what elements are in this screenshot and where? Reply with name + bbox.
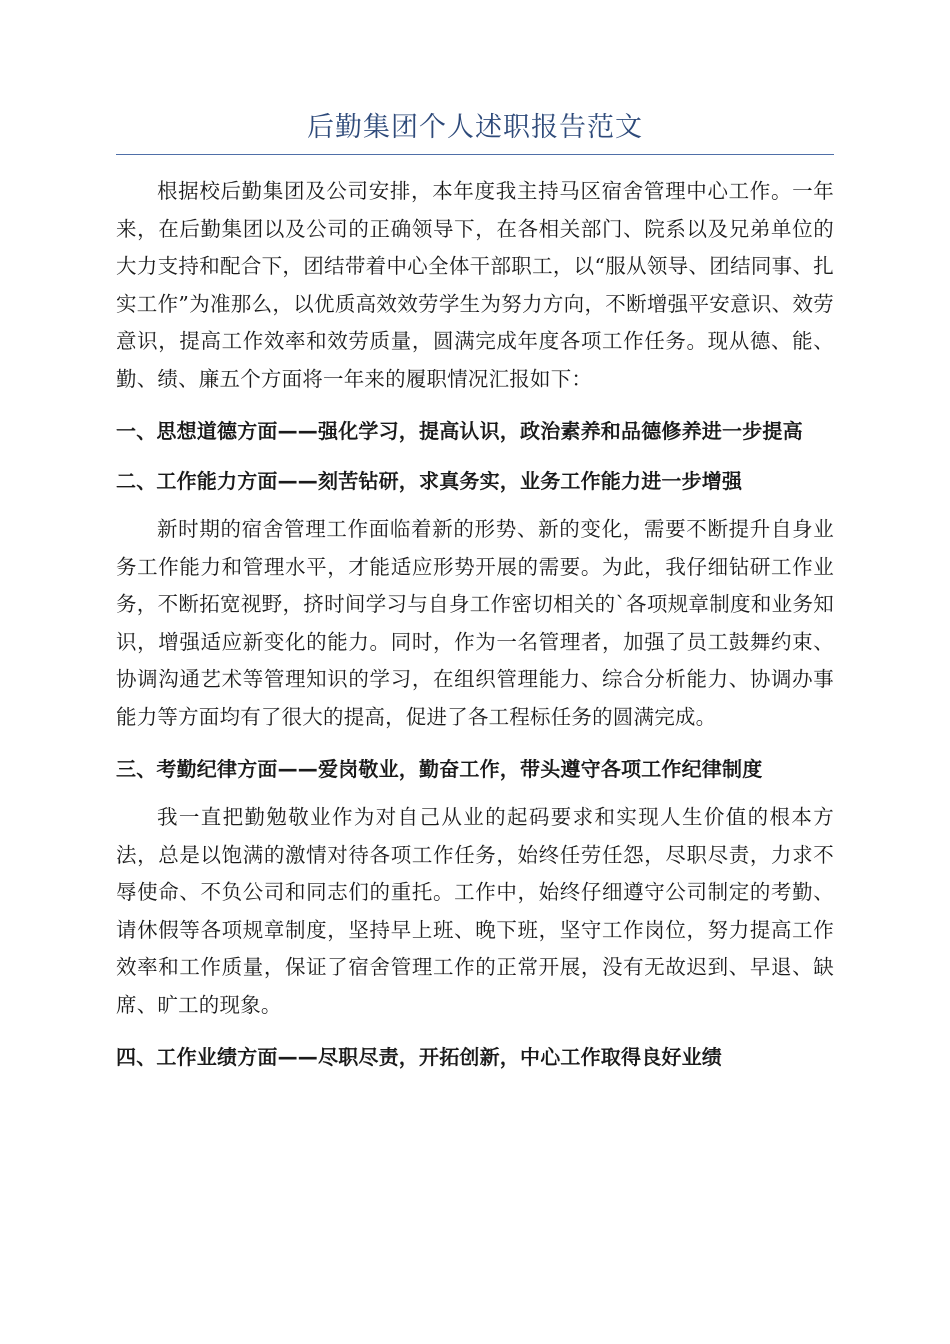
document-title: 后勤集团个人述职报告范文	[307, 112, 643, 143]
section-heading-2: 二、工作能力方面——刻苦钻研，求真务实，业务工作能力进一步增强	[116, 469, 743, 493]
spacer	[116, 398, 834, 415]
spacer	[116, 736, 834, 753]
section-body-3: 我一直把勤勉敬业作为对自己从业的起码要求和实现人生价值的根本方法，总是以饱满的激情对待各项工作任务，始终任劳任怨，尽职尽责，力求不辱使命、不负公司和同志们的重托。工作中，始终仔细遵守公司制定的考勤、请休假等各项规章制度，坚持早上班、晚下班，坚守工作岗位，努力提高工作效率和工作质量，保证了宿舍管理工作的正常开展，没有无故迟到、早退、缺席、旷工的现象。	[116, 805, 834, 1017]
title-underline	[116, 154, 834, 155]
section-body-2: 新时期的宿舍管理工作面临着新的形势、新的变化，需要不断提升自身业务工作能力和管理水平，才能适应形势开展的需要。为此，我仔细钻研工作业务，不断拓宽视野，挤时间学习与自身工作密切相关的`各项规章制度和业务知识，增强适应新变化的能力。同时，作为一名管理者，加强了员工鼓舞约束、协调沟通艺术等管理知识的学习，在组织管理能力、综合分析能力、协调办事能力等方面均有了很大的提高，促进了各工程标任务的圆满完成。	[116, 517, 834, 729]
section-heading-4: 四、工作业绩方面——尽职尽责，开拓创新，中心工作取得良好业绩	[116, 1045, 722, 1069]
spacer	[116, 498, 834, 511]
section-heading-1: 一、思想道德方面——强化学习，提高认识，政治素养和品德修养进一步提高	[116, 419, 803, 443]
intro-paragraph: 根据校后勤集团及公司安排，本年度我主持马区宿舍管理中心工作。一年来，在后勤集团以及公司的正确领导下，在各相关部门、院系以及兄弟单位的大力支持和配合下，团结带着中心全体干部职工，以“服从领导、团结同事、扎实工作”为准那么，以优质高效效劳学生为努力方向，不断增强平安意识、效劳意识，提高工作效率和效劳质量，圆满完成年度各项工作任务。现从德、能、勤、绩、廉五个方面将一年来的履职情况汇报如下：	[116, 179, 834, 391]
spacer	[116, 448, 834, 465]
spacer	[116, 1024, 834, 1041]
section-heading-3: 三、考勤纪律方面——爱岗敬业，勤奋工作，带头遵守各项工作纪律制度	[116, 757, 763, 781]
spacer	[116, 786, 834, 799]
document-page	[116, 108, 834, 1074]
